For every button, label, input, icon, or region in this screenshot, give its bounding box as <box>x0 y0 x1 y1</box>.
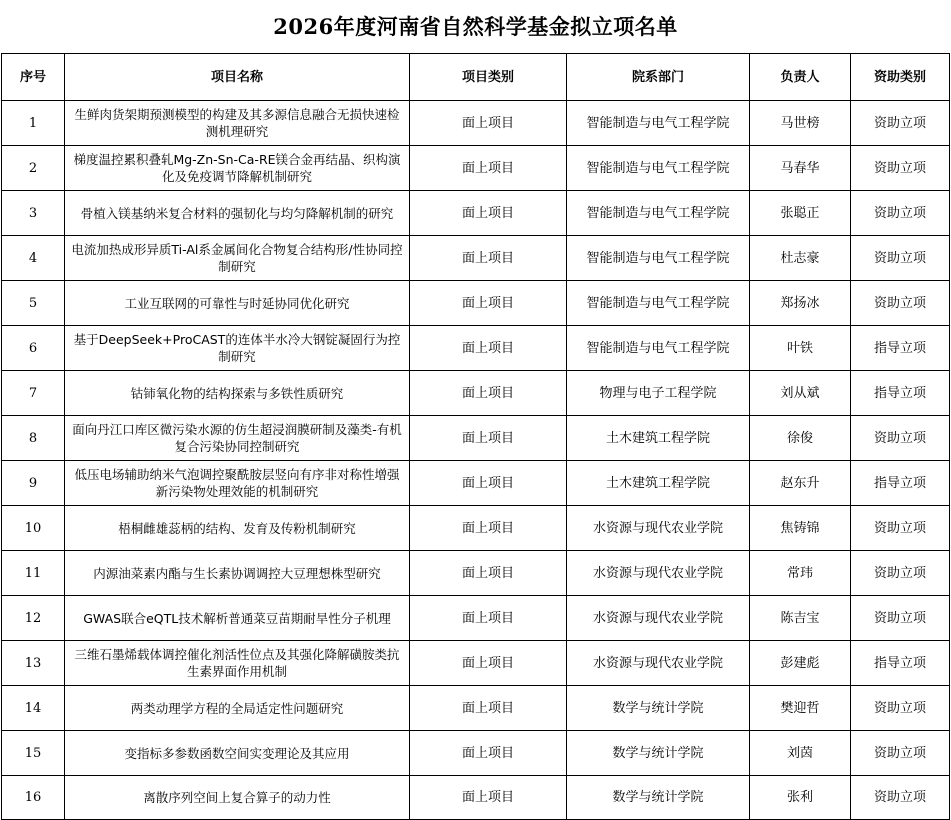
cell-project-name: 骨植入镁基纳米复合材料的强韧化与均匀降解机制的研究 <box>65 191 410 236</box>
table-header-row <box>2 54 950 101</box>
cell-project-name: 钴铈氧化物的结构探索与多铁性质研究 <box>65 371 410 416</box>
cell-seq: 7 <box>2 371 65 416</box>
cell-project-name: 三维石墨烯载体调控催化剂活性位点及其强化降解磺胺类抗生素界面作用机制 <box>65 641 410 686</box>
cell-funding-type: 资助立项 <box>851 281 950 326</box>
cell-department: 水资源与现代农业学院 <box>567 506 750 551</box>
cell-project-category: 面上项目 <box>410 776 567 820</box>
cell-project-category: 面上项目 <box>410 281 567 326</box>
cell-project-category: 面上项目 <box>410 416 567 461</box>
cell-leader: 彭建彪 <box>750 641 851 686</box>
table-row <box>2 506 950 551</box>
cell-leader: 焦铸锦 <box>750 506 851 551</box>
cell-leader: 张聪正 <box>750 191 851 236</box>
cell-leader: 叶铁 <box>750 326 851 371</box>
cell-funding-type: 资助立项 <box>851 236 950 281</box>
cell-department: 智能制造与电气工程学院 <box>567 236 750 281</box>
header-leader: 负责人 <box>750 54 851 101</box>
cell-project-category: 面上项目 <box>410 461 567 506</box>
cell-funding-type: 资助立项 <box>851 416 950 461</box>
table-row <box>2 686 950 731</box>
cell-seq: 8 <box>2 416 65 461</box>
header-funding-type: 资助类别 <box>851 54 950 101</box>
cell-project-name: 内源油菜素内酯与生长素协调调控大豆理想株型研究 <box>65 551 410 596</box>
cell-project-category: 面上项目 <box>410 146 567 191</box>
cell-department: 水资源与现代农业学院 <box>567 551 750 596</box>
cell-leader: 刘茵 <box>750 731 851 776</box>
table-row <box>2 236 950 281</box>
cell-leader: 赵东升 <box>750 461 851 506</box>
cell-seq: 15 <box>2 731 65 776</box>
cell-funding-type: 资助立项 <box>851 731 950 776</box>
header-project-category: 项目类别 <box>410 54 567 101</box>
cell-department: 水资源与现代农业学院 <box>567 641 750 686</box>
cell-department: 水资源与现代农业学院 <box>567 596 750 641</box>
table-row <box>2 641 950 686</box>
header-project-name: 项目名称 <box>65 54 410 101</box>
cell-department: 智能制造与电气工程学院 <box>567 101 750 146</box>
cell-leader: 杜志豪 <box>750 236 851 281</box>
cell-seq: 9 <box>2 461 65 506</box>
cell-leader: 徐俊 <box>750 416 851 461</box>
cell-leader: 张利 <box>750 776 851 820</box>
cell-project-name: 工业互联网的可靠性与时延协同优化研究 <box>65 281 410 326</box>
cell-seq: 1 <box>2 101 65 146</box>
cell-project-category: 面上项目 <box>410 101 567 146</box>
cell-funding-type: 资助立项 <box>851 686 950 731</box>
table-row <box>2 281 950 326</box>
cell-seq: 11 <box>2 551 65 596</box>
cell-department: 智能制造与电气工程学院 <box>567 146 750 191</box>
cell-leader: 郑扬冰 <box>750 281 851 326</box>
cell-funding-type: 资助立项 <box>851 146 950 191</box>
cell-project-category: 面上项目 <box>410 236 567 281</box>
header-seq: 序号 <box>2 54 65 101</box>
cell-seq: 4 <box>2 236 65 281</box>
cell-project-category: 面上项目 <box>410 731 567 776</box>
cell-funding-type: 指导立项 <box>851 326 950 371</box>
table-body <box>2 101 950 820</box>
cell-project-category: 面上项目 <box>410 506 567 551</box>
cell-funding-type: 资助立项 <box>851 776 950 820</box>
cell-project-name: 两类动理学方程的全局适定性问题研究 <box>65 686 410 731</box>
cell-project-category: 面上项目 <box>410 191 567 236</box>
cell-department: 土木建筑工程学院 <box>567 416 750 461</box>
cell-project-name: 生鲜肉货架期预测模型的构建及其多源信息融合无损快速检测机理研究 <box>65 101 410 146</box>
table-row <box>2 326 950 371</box>
cell-project-category: 面上项目 <box>410 371 567 416</box>
table-row <box>2 101 950 146</box>
cell-project-name: GWAS联合eQTL技术解析普通菜豆苗期耐旱性分子机理 <box>65 596 410 641</box>
cell-funding-type: 资助立项 <box>851 551 950 596</box>
cell-project-name: 梯度温控累积叠轧Mg-Zn-Sn-Ca-RE镁合金再结晶、织构演化及免疫调节降解机制研究 <box>65 146 410 191</box>
table-row <box>2 191 950 236</box>
cell-project-name: 低压电场辅助纳米气泡调控聚酰胺层竖向有序非对称性增强新污染物处理效能的机制研究 <box>65 461 410 506</box>
table-row <box>2 416 950 461</box>
header-department: 院系部门 <box>567 54 750 101</box>
cell-project-category: 面上项目 <box>410 596 567 641</box>
cell-leader: 陈吉宝 <box>750 596 851 641</box>
cell-funding-type: 资助立项 <box>851 506 950 551</box>
cell-seq: 16 <box>2 776 65 820</box>
cell-department: 智能制造与电气工程学院 <box>567 281 750 326</box>
table-row <box>2 461 950 506</box>
cell-seq: 5 <box>2 281 65 326</box>
cell-project-name: 电流加热成形异质Ti-Al系金属间化合物复合结构形/性协同控制研究 <box>65 236 410 281</box>
cell-department: 数学与统计学院 <box>567 686 750 731</box>
cell-seq: 13 <box>2 641 65 686</box>
cell-project-category: 面上项目 <box>410 641 567 686</box>
cell-funding-type: 资助立项 <box>851 191 950 236</box>
cell-department: 土木建筑工程学院 <box>567 461 750 506</box>
page-title: 2026年度河南省自然科学基金拟立项名单 <box>273 14 678 39</box>
cell-leader: 马春华 <box>750 146 851 191</box>
cell-funding-type: 指导立项 <box>851 461 950 506</box>
table-row <box>2 731 950 776</box>
cell-project-name: 基于DeepSeek+ProCAST的连体半水冷大钢锭凝固行为控制研究 <box>65 326 410 371</box>
cell-project-category: 面上项目 <box>410 326 567 371</box>
cell-project-name: 离散序列空间上复合算子的动力性 <box>65 776 410 820</box>
cell-department: 数学与统计学院 <box>567 776 750 820</box>
cell-funding-type: 指导立项 <box>851 641 950 686</box>
cell-leader: 马世榜 <box>750 101 851 146</box>
cell-seq: 2 <box>2 146 65 191</box>
table-row <box>2 371 950 416</box>
cell-funding-type: 资助立项 <box>851 101 950 146</box>
cell-seq: 6 <box>2 326 65 371</box>
cell-department: 智能制造与电气工程学院 <box>567 326 750 371</box>
cell-seq: 3 <box>2 191 65 236</box>
cell-project-category: 面上项目 <box>410 686 567 731</box>
table-row <box>2 596 950 641</box>
table-row <box>2 146 950 191</box>
cell-department: 智能制造与电气工程学院 <box>567 191 750 236</box>
table-row <box>2 776 950 820</box>
cell-department: 物理与电子工程学院 <box>567 371 750 416</box>
cell-seq: 10 <box>2 506 65 551</box>
project-table <box>1 53 950 820</box>
cell-project-name: 变指标多参数函数空间实变理论及其应用 <box>65 731 410 776</box>
cell-leader: 樊迎哲 <box>750 686 851 731</box>
cell-project-name: 面向丹江口库区微污染水源的仿生超浸润膜研制及藻类-有机复合污染协同控制研究 <box>65 416 410 461</box>
cell-leader: 常玮 <box>750 551 851 596</box>
cell-project-name: 梧桐雌雄蕊柄的结构、发育及传粉机制研究 <box>65 506 410 551</box>
cell-funding-type: 指导立项 <box>851 371 950 416</box>
cell-department: 数学与统计学院 <box>567 731 750 776</box>
table-row <box>2 551 950 596</box>
cell-leader: 刘从斌 <box>750 371 851 416</box>
cell-project-category: 面上项目 <box>410 551 567 596</box>
cell-seq: 12 <box>2 596 65 641</box>
cell-funding-type: 资助立项 <box>851 596 950 641</box>
cell-seq: 14 <box>2 686 65 731</box>
